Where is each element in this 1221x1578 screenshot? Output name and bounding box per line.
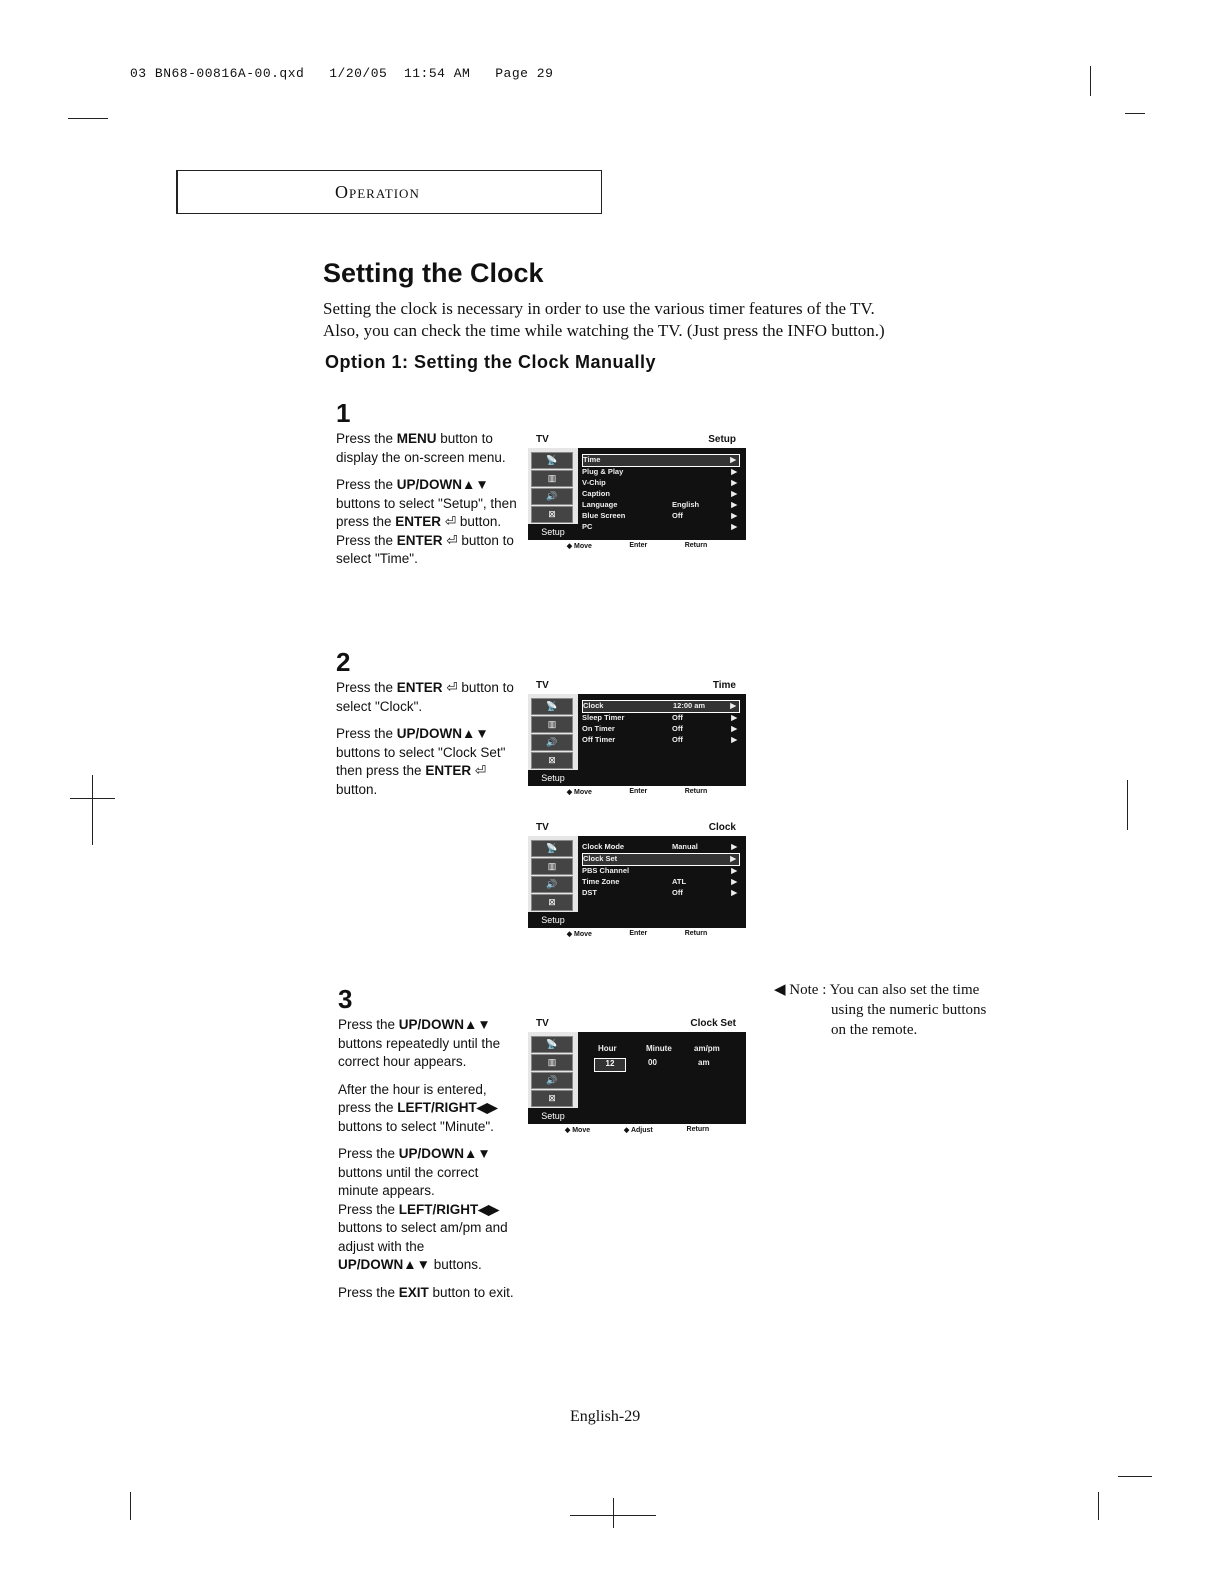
step-2-text: Press the ENTER ⏎ button to select "Clock". Press the UP/DOWN▲▼ buttons to select "Clock Set" then press the ENTER ⏎ button. [336,680,514,797]
osd-ampm-value: am [698,1058,710,1067]
osd-tv-label: TV [536,1018,549,1029]
step-1-number: 1 [336,398,351,428]
intro-text [323,298,983,342]
osd-header: Clock [708,822,736,833]
crop-mark [68,118,108,119]
osd-setup-screen [528,432,746,556]
osd-setup-tab: Setup [528,912,578,928]
enter-icon: ⏎ [474,763,487,778]
crop-mark [1118,1476,1152,1477]
option-heading: Option 1: Setting the Clock Manually [325,352,657,372]
osd-row: Clock Mode Manual ▶ [582,842,737,851]
osd-ampm-label: am/pm [694,1044,720,1053]
osd-setup-tab: Setup [528,1108,578,1124]
picture-icon: ▥ [531,470,573,487]
channel-icon: ⊠ [531,752,573,769]
osd-return: Return [684,542,708,549]
osd-header: Setup [708,434,736,445]
step-1-text: Press the MENU button to display the on-screen menu. Press the UP/DOWN▲▼ buttons to select "Setup", then press the ENTER ⏎ button. Press the ENTER ⏎ button to select "Time". [336,431,517,566]
osd-row: Time Zone ATL ▶ [582,877,737,886]
enter-icon: ⏎ [444,514,457,529]
osd-row: V-Chip ▶ [582,478,737,487]
osd-adjust: ◆ Adjust [623,1127,653,1134]
sound-icon: 🔊 [531,1072,573,1089]
step-3-number: 3 [338,984,353,1014]
osd-clock-screen [528,820,746,944]
osd-enter: Enter [629,788,648,795]
enter-icon: ⏎ [446,680,458,695]
osd-tv-label: TV [536,434,549,445]
note [774,980,1014,1040]
osd-header: Clock Set [690,1018,736,1029]
osd-row: Clock Set ▶ [582,853,740,866]
step-2-number: 2 [336,647,351,677]
osd-row: Blue Screen Off ▶ [582,511,737,520]
sound-icon: 🔊 [531,734,573,751]
osd-hour-value: 12 [594,1058,626,1072]
osd-time-screen [528,678,746,802]
osd-row: Language English ▶ [582,500,737,509]
osd-row: Plug & Play ▶ [582,467,737,476]
note-line-3: on the remote. [831,1022,918,1038]
crop-mark [1125,113,1145,114]
osd-row: Clock 12:00 am ▶ [582,700,740,713]
osd-hour-label: Hour [598,1044,617,1053]
crop-mark [92,775,93,845]
page-title: Setting the Clock [323,258,544,288]
osd-tv-label: TV [536,822,549,833]
osd-row: DST Off ▶ [582,888,737,897]
osd-minute-value: 00 [648,1058,657,1067]
intro-line-1: Setting the clock is necessary in order to use the various timer features of the TV. [323,299,875,318]
antenna-icon: 📡 [531,452,573,469]
picture-icon: ▥ [531,716,573,733]
crop-mark [1098,1492,1099,1520]
osd-return: Return [686,1126,710,1133]
crop-mark [130,1492,131,1520]
osd-row: Time ▶ [582,454,740,467]
sound-icon: 🔊 [531,876,573,893]
osd-enter: Enter [629,930,648,937]
osd-minute-label: Minute [646,1044,672,1053]
antenna-icon: 📡 [531,840,573,857]
file-slug: 03 BN68-00816A-00.qxd 1/20/05 11:54 AM Page 29 [130,66,554,81]
osd-enter: Enter [629,542,648,549]
crop-mark [1090,66,1091,96]
note-line-2: using the numeric buttons [831,1002,987,1018]
osd-row: Sleep Timer Off ▶ [582,713,737,722]
osd-row: PBS Channel ▶ [582,866,737,875]
note-line-1: Note : You can also set the time [789,982,980,998]
antenna-icon: 📡 [531,698,573,715]
antenna-icon: 📡 [531,1036,573,1053]
intro-line-2: Also, you can check the time while watching the TV. (Just press the INFO button.) [323,321,885,340]
osd-header: Time [712,680,736,691]
page-number: English-29 [570,1408,641,1425]
osd-setup-tab: Setup [528,524,578,540]
channel-icon: ⊠ [531,894,573,911]
picture-icon: ▥ [531,1054,573,1071]
channel-icon: ⊠ [531,506,573,523]
osd-move: ◆ Move [566,931,592,938]
osd-tv-label: TV [536,680,549,691]
osd-row: Caption ▶ [582,489,737,498]
step-3-text: Press the UP/DOWN▲▼ buttons repeatedly until the correct hour appears. After the hour is entered, press the LEFT/RIGHT◀▶ buttons to select "Minute". Press the UP/DOWN▲▼ buttons until the correct minute appears. Press the LEFT/RIGHT◀▶ buttons to select am/pm and adjust with the UP/DOWN▲▼ buttons. Press the EXIT button to exit. [338,1017,514,1300]
osd-row: Off Timer Off ▶ [582,735,737,744]
section-header-box [176,170,602,214]
osd-row: PC ▶ [582,522,737,531]
osd-row: On Timer Off ▶ [582,724,737,733]
note-arrow-icon: ◀ [774,982,790,998]
osd-move: ◆ Move [564,1127,591,1134]
osd-move: ◆ Move [566,543,592,550]
osd-return: Return [684,930,708,937]
channel-icon: ⊠ [531,1090,573,1107]
osd-clock-set-screen [528,1016,746,1140]
osd-setup-tab: Setup [528,770,578,786]
crop-mark [613,1498,614,1528]
crop-mark [1127,780,1128,830]
osd-move: ◆ Move [566,789,592,796]
enter-icon: ⏎ [446,532,458,548]
section-label: Operation [335,182,420,202]
picture-icon: ▥ [531,858,573,875]
sound-icon: 🔊 [531,488,573,505]
osd-return: Return [684,788,708,795]
